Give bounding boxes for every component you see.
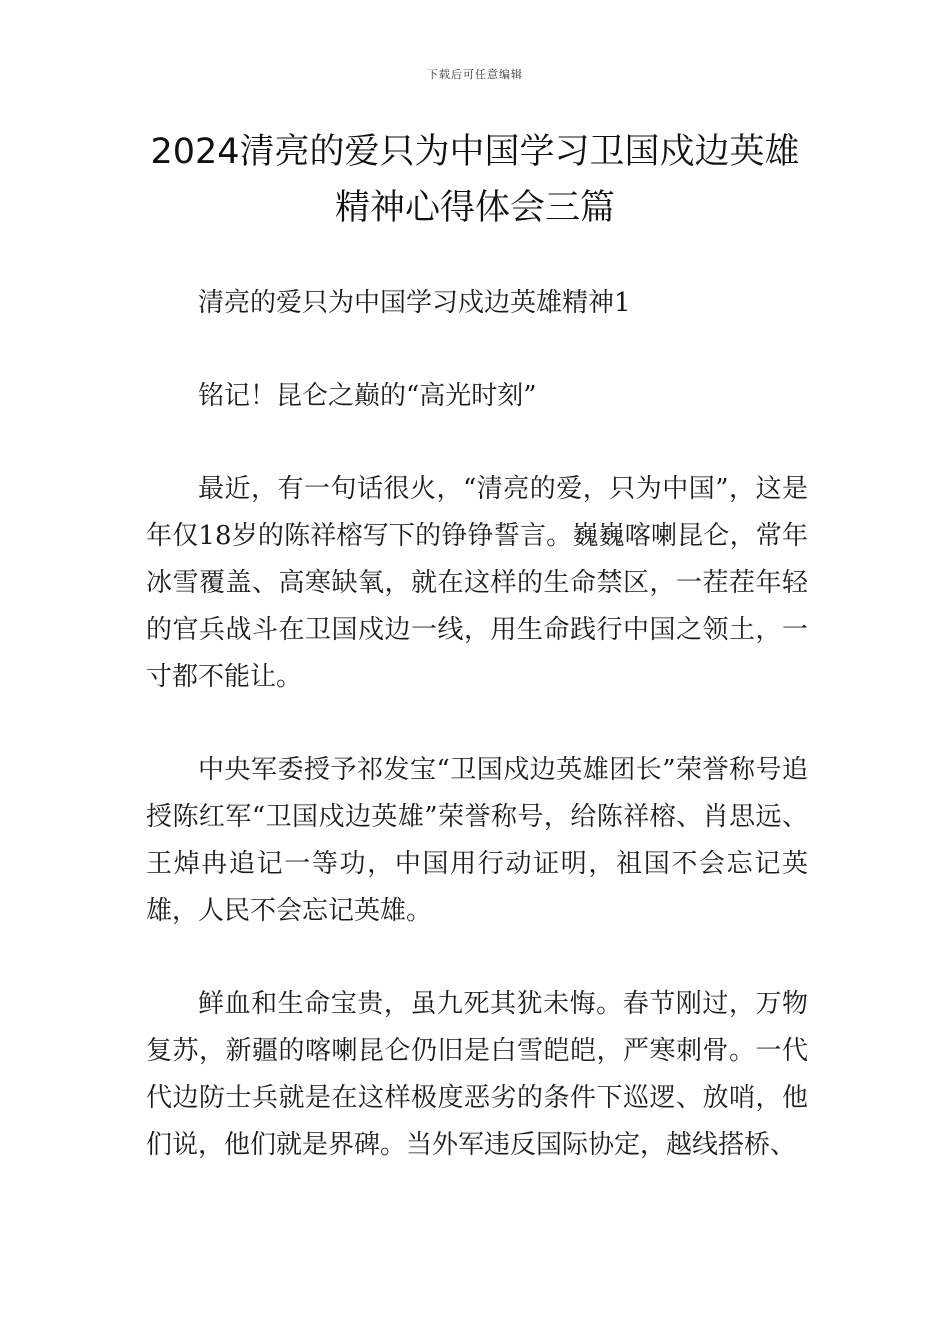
document-title [60, 124, 890, 236]
document-body [146, 280, 808, 1215]
paragraph: 鲜血和生命宝贵，虽九死其犹未悔。春节刚过，万物复苏，新疆的喀喇昆仑仍旧是白雪皑皑，严寒刺骨。一代代边防士兵就是在这样极度恶劣的条件下巡逻、放哨，他们说，他们就是界碑。当外军违反国际协定，越线搭桥、 [146, 989, 808, 1160]
title-line-2: 精神心得体会三篇 [334, 188, 615, 228]
paragraph: 中央军委授予祁发宝“卫国戍边英雄团长”荣誉称号追授陈红军“卫国戍边英雄”荣誉称号，给陈祥榕、肖思远、王焯冉追记一等功，中国用行动证明，祖国不会忘记英雄，人民不会忘记英雄。 [146, 755, 808, 926]
section-subheading: 铭记！昆仑之巅的“高光时刻” [198, 381, 537, 411]
paragraph: 最近，有一句话很火，“清亮的爱，只为中国”，这是年仅18岁的陈祥榕写下的铮铮誓言。巍巍喀喇昆仑，常年冰雪覆盖、高寒缺氧，就在这样的生命禁区，一茬茬年轻的官兵战斗在卫国戍边一线，用生命践行中国之领土，一寸都不能让。 [146, 474, 808, 692]
section-heading: 清亮的爱只为中国学习戍边英雄精神1 [198, 288, 631, 318]
header-note: 下载后可任意编辑 [427, 68, 523, 81]
title-line-1: 2024清亮的爱只为中国学习卫国戍边英雄 [150, 132, 800, 172]
